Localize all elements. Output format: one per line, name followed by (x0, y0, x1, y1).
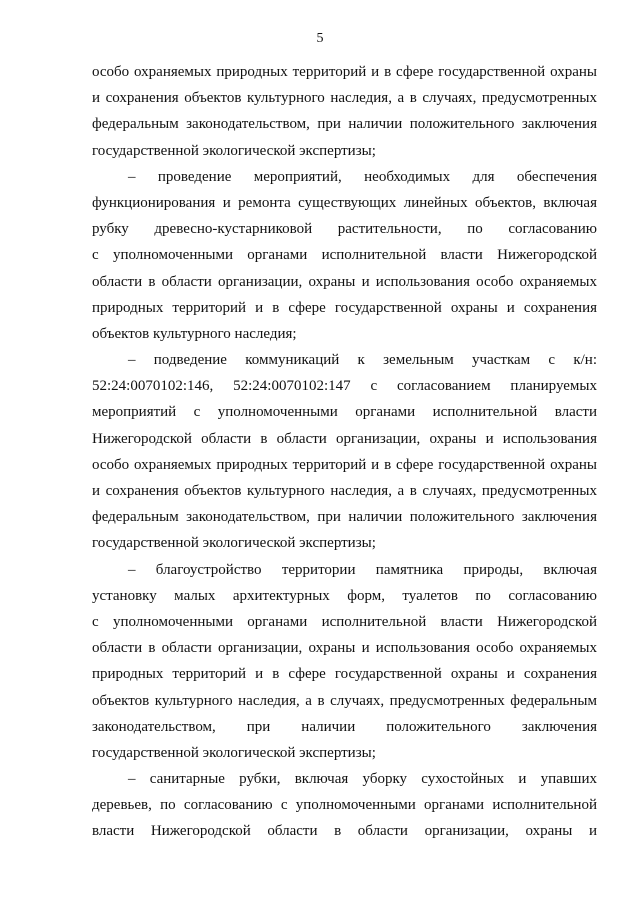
text-line: функционирования и ремонта существующих линейных объектов, включая (92, 194, 597, 211)
text-line: – санитарные рубки, включая уборку сухостойных и упавших (128, 771, 597, 788)
text-line: и сохранения объектов культурного наследия, а в случаях, предусмотренных (92, 483, 597, 499)
text-line: области в области организации, охраны и использования особо охраняемых (92, 640, 597, 657)
text-line: и сохранения объектов культурного наследия, а в случаях, предусмотренных (92, 90, 597, 107)
text-line: деревьев, по согласованию с уполномоченными органами исполнительной (92, 797, 597, 814)
text-line: Нижегородской области в области организации, охраны и использования (92, 430, 597, 447)
text-line: природных территорий и в сфере государственной охраны и сохранения (92, 666, 597, 683)
text-line: федеральным законодательством, при наличии положительного заключения (92, 509, 597, 526)
text-line: объектов культурного наследия; (92, 325, 297, 342)
text-line: рубку древесно-кустарниковой растительности, по согласованию (92, 221, 597, 238)
text-line: власти Нижегородской области в области организации, охраны и (92, 823, 597, 840)
text-line: государственной экологической экспертизы; (92, 535, 376, 552)
text-line: с уполномоченными органами исполнительной власти Нижегородской (92, 247, 597, 264)
text-line: мероприятий с уполномоченными органами исполнительной власти (92, 404, 597, 421)
body-text (92, 59, 597, 845)
text-line: области в области организации, охраны и использования особо охраняемых (92, 273, 597, 290)
page-number: 5 (316, 31, 324, 46)
text-line: – проведение мероприятий, необходимых для обеспечения (128, 168, 597, 185)
text-line: природных территорий и в сфере государственной охраны и сохранения (92, 299, 597, 316)
text-line: – подведение коммуникаций к земельным участкам с к/н: (128, 352, 597, 369)
text-line: – благоустройство территории памятника природы, включая (128, 561, 597, 578)
text-line: с уполномоченными органами исполнительной власти Нижегородской (92, 613, 597, 630)
text-line: федеральным законодательством, при наличии положительного заключения (92, 116, 597, 133)
text-line: 52:24:0070102:146, 52:24:0070102:147 с согласованием планируемых (92, 378, 597, 395)
text-line: законодательством, при наличии положительного заключения (92, 718, 597, 735)
text-line: особо охраняемых природных территорий и в сфере государственной охраны (92, 64, 597, 80)
text-line: государственной экологической экспертизы; (92, 744, 376, 761)
text-line: объектов культурного наследия, а в случаях, предусмотренных федеральным (92, 692, 597, 709)
text-line: установку малых архитектурных форм, туалетов по согласованию (92, 587, 597, 604)
text-line: особо охраняемых природных территорий и в сфере государственной охраны (92, 456, 597, 473)
text-line: государственной экологической экспертизы; (92, 142, 376, 159)
